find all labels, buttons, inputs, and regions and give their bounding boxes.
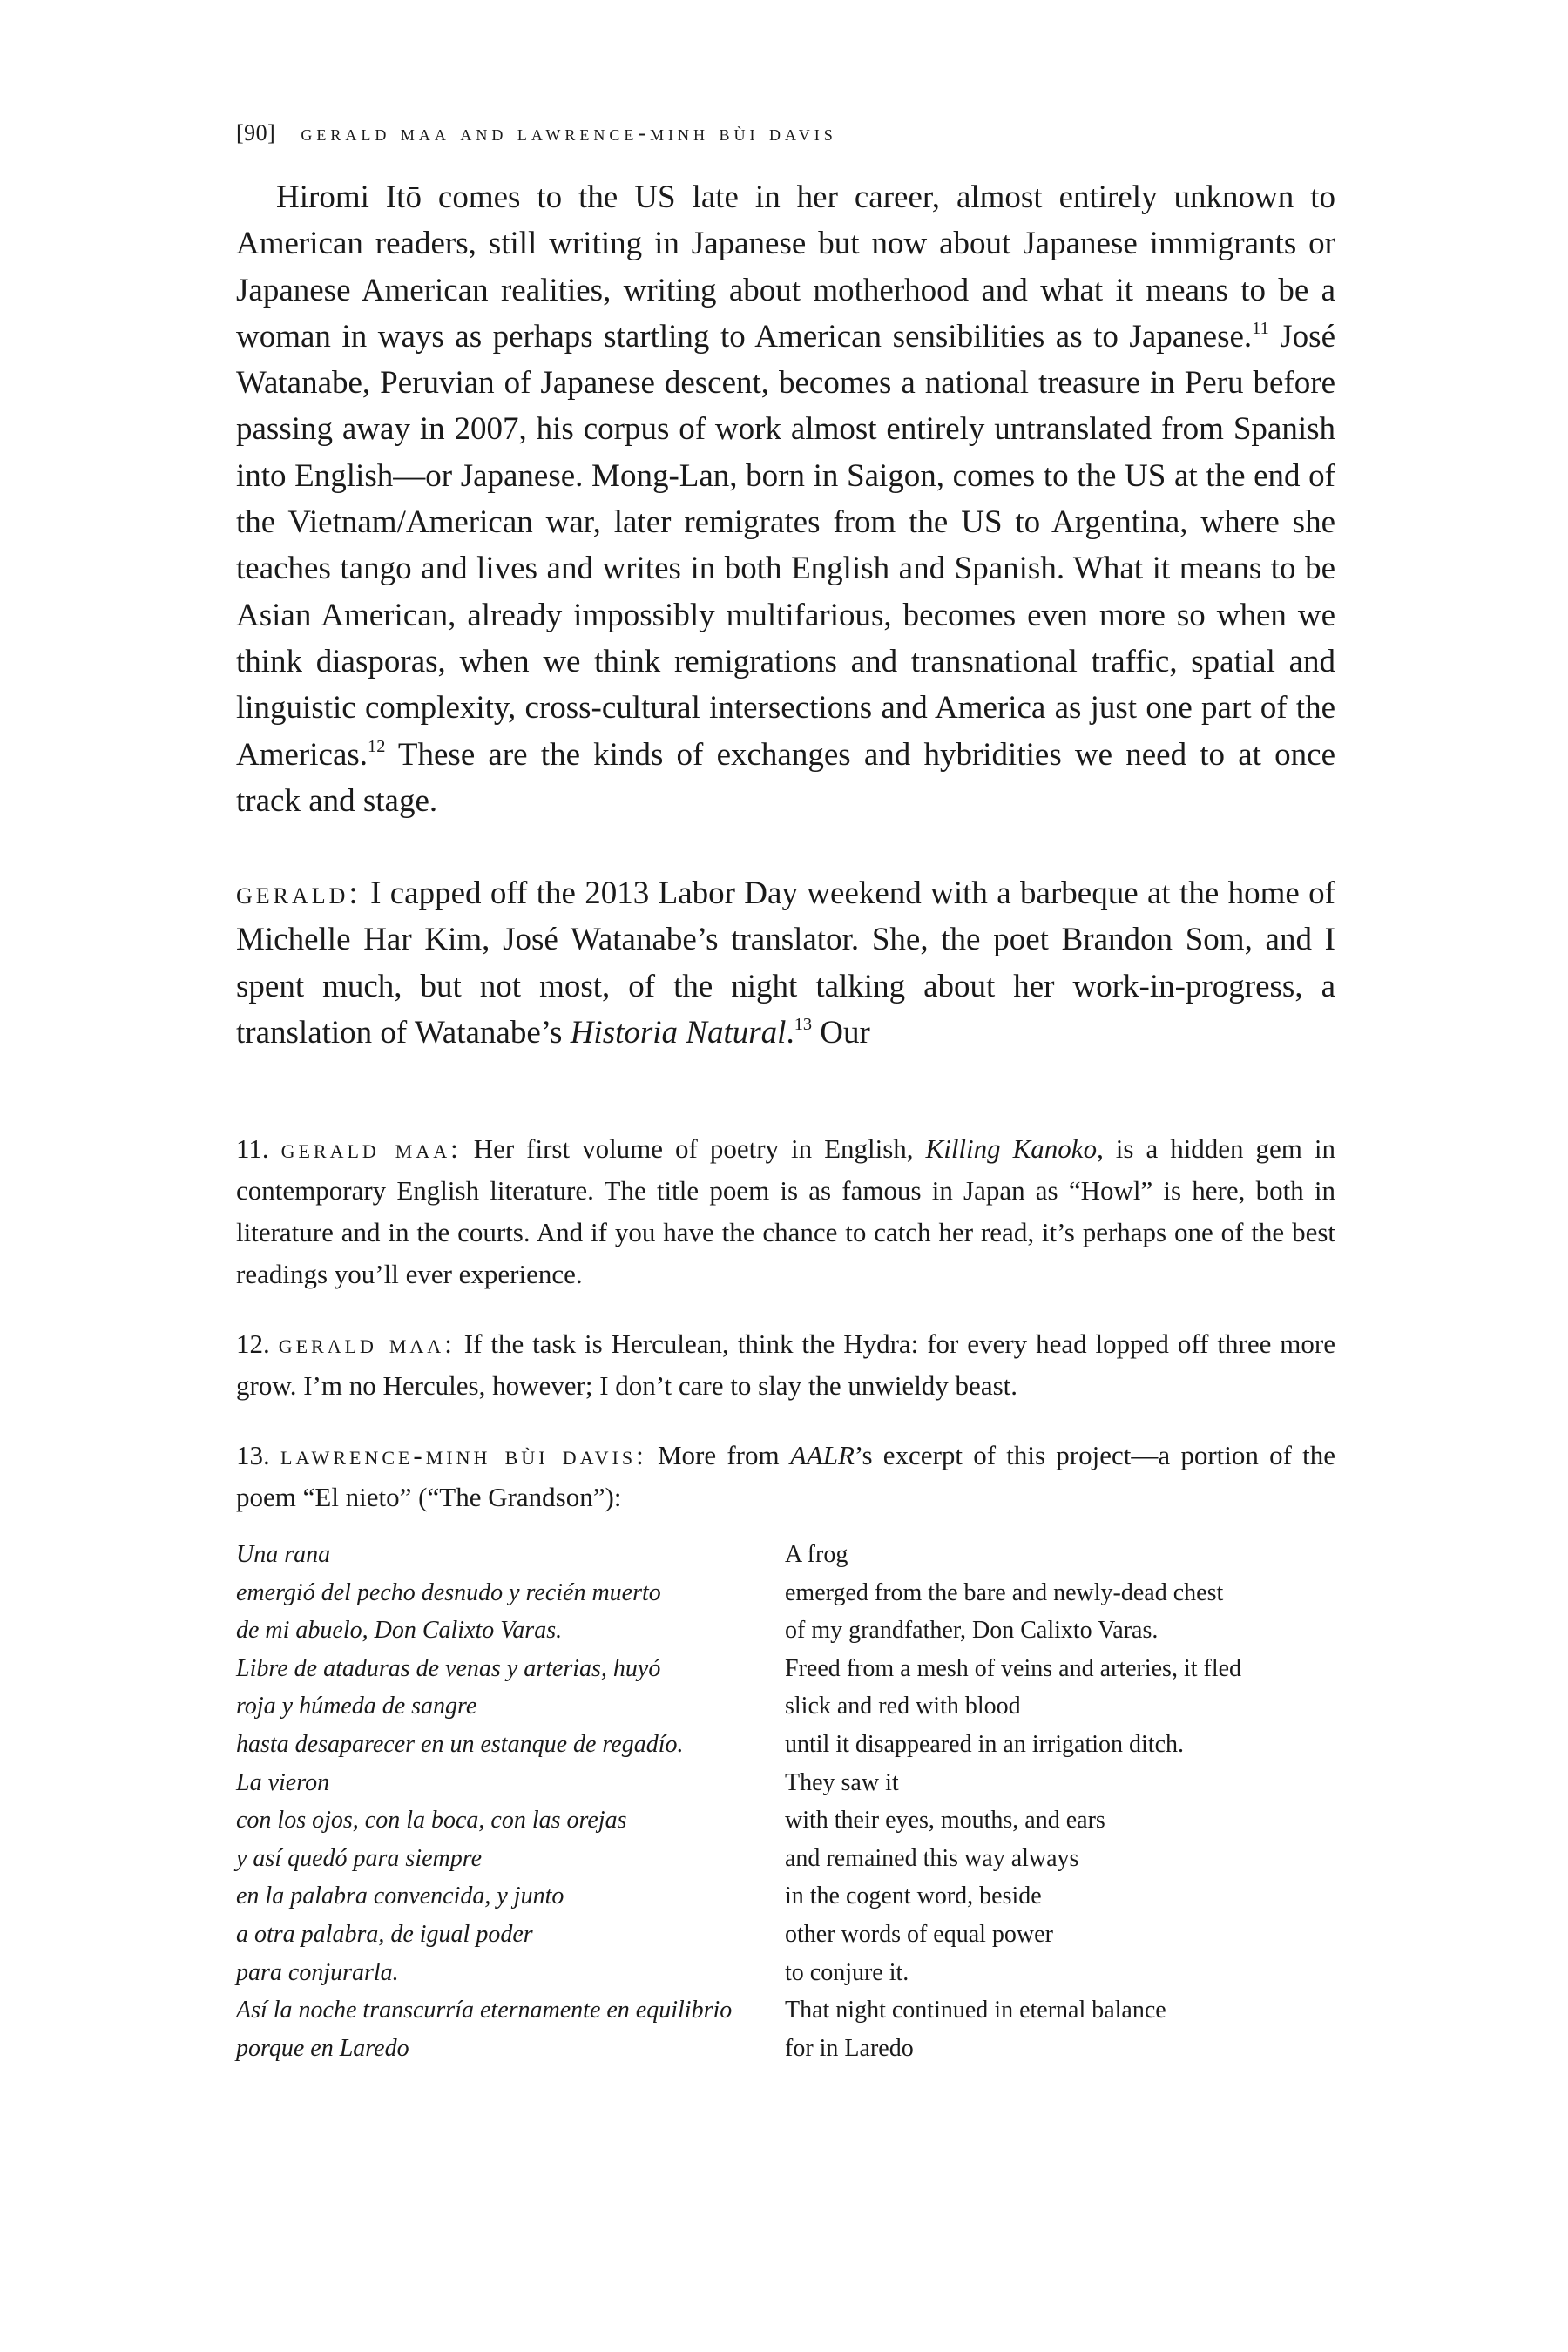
- poem-line-spanish: Así la noche transcurría eternamente en equilibrio: [236, 1997, 733, 2024]
- footnote-title: Killing Kanoko: [925, 1133, 1098, 1164]
- poem-line: [236, 1991, 1335, 2030]
- poem-line: [236, 1687, 1335, 1726]
- page-number: [90]: [236, 120, 276, 145]
- poem-line: [236, 1574, 1335, 1612]
- paragraph-gap: [236, 824, 1335, 870]
- paragraph-itō: [236, 174, 1335, 824]
- footnote-text: If the task is Herculean, think the Hydra: for every head lopped off three more grow. I’m no Hercules, however; I don’t care to slay the unwieldy beast.: [236, 1328, 1335, 1401]
- footnote-ref-13[interactable]: 13: [794, 1014, 813, 1034]
- paragraph-text: I capped off the 2013 Labor Day weekend with a barbeque at the home of Michelle Har Kim, José Watanabe’s translator. She, the poet Brandon Som, and I spent much, but not most, of the night talking about her work-in-progress, a translation of Watanabe’s: [236, 875, 1335, 1051]
- footnote-author: gerald maa:: [280, 1133, 462, 1164]
- poem-line-english: slick and red with blood: [785, 1693, 1021, 1720]
- poem-line-spanish: porque en Laredo: [236, 2034, 409, 2062]
- poem-line-english: in the cogent word, beside: [785, 1882, 1042, 1910]
- footnote-11: [236, 1128, 1335, 1295]
- footnote-number: 12.: [236, 1328, 270, 1359]
- footnote-12: [236, 1323, 1335, 1407]
- poem-line: [236, 1650, 1335, 1688]
- footnote-author: gerald maa:: [278, 1328, 456, 1359]
- footnote-ref-11[interactable]: 11: [1252, 318, 1269, 338]
- footnotes: [236, 1128, 1335, 1546]
- poem-line-english: emerged from the bare and newly-dead chest: [785, 1578, 1224, 1606]
- poem-line-english: until it disappeared in an irrigation ditch.: [785, 1730, 1184, 1758]
- poem-line-spanish: hasta desaparecer en un estanque de regadío.: [236, 1730, 684, 1758]
- footnote-number: 13.: [236, 1440, 270, 1470]
- footnote-text: ’s excerpt of this project—a portion of the poem “El nieto” (“The Grandson”):: [236, 1440, 1336, 1512]
- poem-line: [236, 1764, 1335, 1802]
- poem-line-english: Freed from a mesh of veins and arteries, it fled: [785, 1654, 1242, 1682]
- footnote-text: More from: [646, 1440, 790, 1470]
- poem-line-spanish: Una rana: [236, 1541, 331, 1568]
- main-text: [236, 174, 1335, 1056]
- poem-line-spanish: emergió del pecho desnudo y recién muerto: [236, 1578, 661, 1606]
- poem-line-english: They saw it: [785, 1768, 899, 1796]
- poem-line-english: for in Laredo: [785, 2034, 914, 2062]
- paragraph-gerald: [236, 870, 1335, 1056]
- poem-line-spanish: La vieron: [236, 1768, 330, 1796]
- poem-line-english: A frog: [785, 1541, 848, 1568]
- poem-line-spanish: y así quedó para siempre: [236, 1844, 483, 1872]
- footnote-author: lawrence-minh bùi davis:: [280, 1440, 647, 1470]
- poem-line-spanish: con los ojos, con la boca, con las orejas: [236, 1807, 627, 1835]
- poem-line: [236, 1916, 1335, 1954]
- running-head: [236, 120, 837, 146]
- poem-line: [236, 1954, 1335, 1992]
- paragraph-text: Hiromi Itō comes to the US late in her career, almost entirely unknown to American readers, still writing in Japanese but now about Japanese immigrants or Japanese American realities, writing about motherhood and what it means to be a woman in ways as perhaps startling to American sensibilities as to Japanese.: [236, 179, 1335, 355]
- footnote-ref-12[interactable]: 12: [368, 736, 386, 756]
- poem-line-spanish: Libre de ataduras de venas y arterias, huyó: [236, 1654, 661, 1682]
- footnote-text: Her first volume of poetry in English,: [461, 1133, 926, 1164]
- poem-line-english: with their eyes, mouths, and ears: [785, 1807, 1105, 1835]
- speaker-label: gerald:: [236, 875, 362, 912]
- poem-line-spanish: roja y húmeda de sangre: [236, 1693, 477, 1720]
- running-head-authors: gerald maa and lawrence-minh bùi davis: [301, 120, 837, 145]
- poem-line: [236, 1612, 1335, 1650]
- poem-line: [236, 1840, 1335, 1878]
- poem-line: [236, 1801, 1335, 1840]
- poem-line-spanish: para conjurarla.: [236, 1958, 399, 1986]
- poem-line: [236, 1877, 1335, 1916]
- poem-line-spanish: a otra palabra, de igual poder: [236, 1920, 533, 1948]
- poem-line-english: That night continued in eternal balance: [785, 1997, 1166, 2024]
- poem-line-english: and remained this way always: [785, 1844, 1079, 1872]
- poem-excerpt: [236, 1536, 1335, 2067]
- footnote-number: 11.: [236, 1133, 269, 1164]
- paragraph-text: Our: [812, 1015, 870, 1051]
- poem-line: [236, 2030, 1335, 2068]
- paragraph-text: José Watanabe, Peruvian of Japanese descent, becomes a national treasure in Peru before passing away in 2007, his corpus of work almost entirely untranslated from Spanish into English—or Japanese. Mong-Lan, born in Saigon, comes to the US at the end of the Vietnam/American war, later remigrates from the US to Argentina, where she teaches tango and lives and writes in both English and Spanish. What it means to be Asian American, already impossibly multifarious, becomes even more so when we think diasporas, when we think remigrations and transnational traffic, spatial and linguistic complexity, cross-cultural intersections and America as just one part of the Americas.: [236, 318, 1335, 773]
- paragraph-text: .: [786, 1015, 794, 1051]
- poem-line-spanish: de mi abuelo, Don Calixto Varas.: [236, 1617, 563, 1645]
- poem-line-english: other words of equal power: [785, 1920, 1053, 1948]
- poem-line-english: of my grandfather, Don Calixto Varas.: [785, 1617, 1159, 1645]
- paragraph-text: These are the kinds of exchanges and hybridities we need to at once track and stage.: [236, 736, 1335, 819]
- poem-line-spanish: en la palabra convencida, y junto: [236, 1882, 564, 1910]
- poem-line: [236, 1726, 1335, 1764]
- footnote-text: , is a hidden gem in contemporary English literature. The title poem is as famous in Japan as “Howl” is here, both in literature and in the courts. And if you have the chance to catch her read, it’s perhaps one of the best readings you’ll ever experience.: [236, 1133, 1335, 1289]
- footnote-13: [236, 1435, 1335, 1518]
- poem-line-english: to conjure it.: [785, 1958, 909, 1986]
- footnote-title: AALR: [789, 1440, 855, 1470]
- book-title: Historia Natural: [570, 1015, 787, 1051]
- poem-line: [236, 1536, 1335, 1574]
